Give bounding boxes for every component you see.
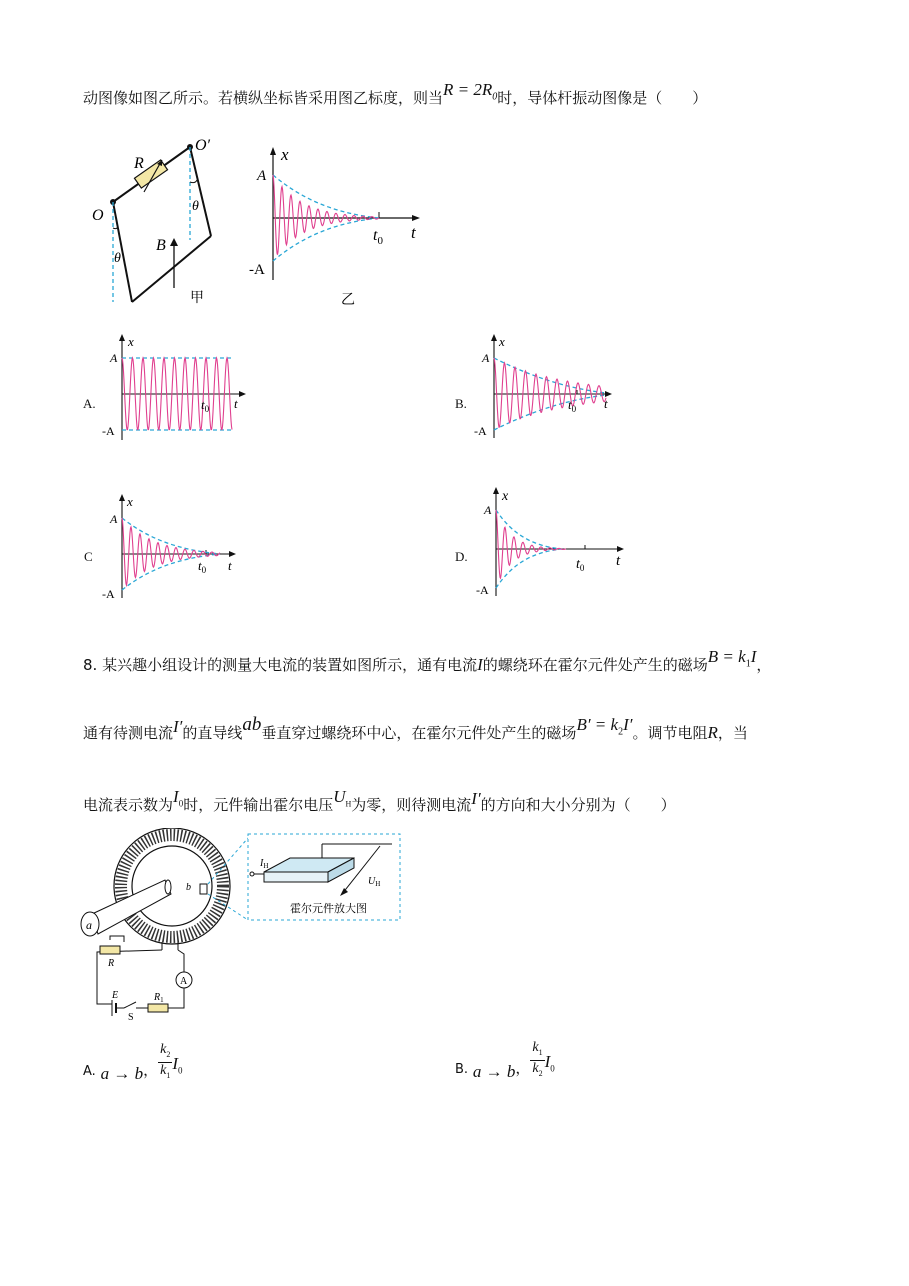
q8-optA-label: A. [83, 1063, 96, 1079]
label-S: S [128, 1012, 134, 1023]
rheostat-R [100, 946, 120, 954]
q7-intro-line [83, 80, 708, 115]
optD-t0-label: $t_0$ [576, 557, 585, 573]
optD-t-label: t [616, 553, 621, 569]
label-theta-left: θ [114, 251, 121, 266]
label-O: O [92, 207, 104, 224]
optB-negA-label: -A [474, 424, 487, 438]
q8-line2-d: 。调节电阻 [632, 724, 708, 742]
q7-intro-end: 时，导体杆振动图像是（ ） [497, 89, 708, 107]
q8-line2-ab: ab [242, 714, 262, 735]
optD-env-bottom [496, 549, 562, 588]
q8-option-B [455, 1040, 555, 1080]
q8-optB-dir: a → b [472, 1061, 516, 1081]
hall-terminal [250, 872, 254, 876]
theta-arc-right [190, 180, 197, 183]
label-IH: $I_H$ [260, 858, 269, 870]
optD-y-arrow [493, 487, 499, 494]
hall-element-small [200, 884, 207, 894]
yi-waveform [273, 175, 379, 255]
optC-negA-label: -A [102, 587, 115, 601]
optB-t0-label: $t_0$ [568, 397, 577, 414]
optD-x-arrow [617, 546, 624, 552]
option-C-chart [100, 492, 250, 607]
label-ammeter: A [180, 976, 188, 987]
optC-env-top [122, 518, 220, 554]
switch-S [124, 1002, 136, 1008]
optA-A-label: A [110, 351, 118, 365]
yi-A-label: A [257, 168, 267, 184]
optA-negA-label: -A [102, 424, 115, 438]
q8-line1-a: 8. 某兴趣小组设计的测量大电流的装置如图所示，通有电流 [83, 656, 478, 674]
q8-line2-e: ，当 [717, 724, 748, 742]
q8-line2 [83, 714, 748, 750]
q8-line3-I: I′ [471, 789, 481, 808]
option-D-chart [470, 484, 630, 604]
optB-y-arrow [491, 334, 497, 341]
optB-env-top [494, 358, 606, 393]
option-D-label: D. [455, 549, 468, 564]
optC-t-label: t [228, 558, 232, 573]
optC-y-arrow [119, 494, 125, 501]
optD-waveform [496, 510, 566, 578]
label-UH: $U_H$ [368, 876, 381, 888]
optD-x-label: x [502, 489, 509, 504]
option-B-chart [470, 332, 620, 447]
label-theta-right: θ [192, 199, 199, 214]
circuit-top-wire [97, 950, 162, 1004]
q8-line3-d: 的方向和大小分别为（ ） [480, 796, 676, 814]
q8-line2-R: R [707, 723, 718, 742]
optB-t-label: t [604, 396, 608, 411]
caption-yi: 乙 [341, 292, 355, 308]
optD-A-label: A [484, 503, 492, 517]
optA-y-arrow [119, 334, 125, 341]
rod-right [190, 147, 211, 236]
q8-line2-formula: $B' = k_2I'$ [576, 715, 633, 738]
optA-x-arrow [239, 391, 246, 397]
yi-x-label: x [281, 145, 289, 164]
q8-optB-comma: ， [515, 1058, 531, 1077]
q8-optA-dir: a → b [100, 1063, 144, 1083]
label-a: a [86, 918, 92, 932]
q8-line3-a: 电流表示数为 [83, 796, 174, 814]
B-arrow-head [170, 238, 178, 246]
q8-optB-label: B. [455, 1061, 469, 1077]
q8-line3-c: 为零，则待测电流 [351, 796, 472, 814]
optC-A-label: A [110, 512, 118, 526]
q8-figure [72, 828, 412, 1024]
optA-t0-label: $t_0$ [201, 397, 210, 414]
resistor-R1 [148, 1004, 168, 1012]
label-B: B [156, 237, 166, 254]
q8-option-A [83, 1042, 182, 1082]
q8-line2-b: 的直导线 [182, 724, 243, 742]
q8-optA-comma: ， [143, 1060, 159, 1079]
label-E: E [112, 990, 119, 1001]
q8-line2-a: 通有待测电流 [83, 724, 174, 742]
label-R: R [134, 155, 144, 172]
q8-line1 [83, 647, 772, 682]
q7-formula [443, 80, 498, 103]
figure-jia [80, 130, 240, 310]
optB-x-label: x [499, 334, 505, 349]
yi-x-arrow [412, 215, 420, 221]
caption-jia: 甲 [190, 290, 204, 306]
label-Oprime: O′ [195, 137, 211, 154]
hall-caption: 霍尔元件放大图 [290, 902, 367, 915]
q7-formula-sub: 0 [492, 91, 498, 103]
optB-waveform [494, 358, 606, 427]
q7-intro-text: 动图像如图乙所示。若横纵坐标皆采用图乙标度，则当 [83, 89, 444, 107]
option-C-label: C [84, 549, 93, 564]
wire-end-b [165, 880, 171, 894]
q8-line3 [83, 787, 676, 822]
label-b: b [186, 882, 191, 893]
q7-formula-main: R = 2R [443, 80, 493, 99]
optB-A-label: A [482, 351, 490, 365]
q8-line1-I: I [477, 655, 483, 674]
q8-optA-I0: $I_0$ [172, 1053, 183, 1076]
option-A-label: A. [83, 396, 96, 411]
option-A-chart [100, 332, 250, 447]
hall-plate-front [264, 872, 328, 882]
figure-yi [245, 140, 430, 310]
optD-negA-label: -A [476, 583, 489, 597]
q8-optB-I0: $I_0$ [544, 1051, 555, 1074]
q8-line3-b: 时，元件输出霍尔电压 [183, 796, 334, 814]
q8-line1-formula: $B = k_1I$ [707, 647, 757, 670]
yi-t0-label: $t_0$ [373, 227, 383, 247]
optA-x-label: x [128, 334, 134, 349]
option-B-label: B. [455, 396, 467, 411]
rheostat-slider [110, 936, 124, 942]
optC-x-label: x [127, 494, 133, 509]
optC-x-arrow [229, 551, 236, 557]
q8-line1-b: 的螺绕环在霍尔元件处产生的磁场 [482, 656, 708, 674]
yi-t-label: t [411, 223, 416, 242]
optA-t-label: t [234, 396, 238, 411]
q8-line2-c: 垂直穿过螺绕环中心，在霍尔元件处产生的磁场 [261, 724, 577, 742]
q8-optB-fraction: $\frac{k_1}{k_2}$ [532, 1040, 543, 1078]
q8-line1-c: ， [756, 656, 772, 674]
label-R: R [108, 958, 115, 969]
label-R1: $R_1$ [154, 992, 164, 1004]
q8-line3-UH: $U_H$ [333, 787, 352, 809]
q8-optA-fraction: $\frac{k_2}{k_1}$ [160, 1042, 171, 1080]
q8-line3-I0: $I_0$ [173, 787, 184, 809]
yi-negA-label: -A [249, 262, 265, 278]
yi-y-arrow [270, 147, 276, 155]
q8-line2-I: I′ [173, 717, 183, 736]
optC-t0-label: $t_0$ [198, 558, 207, 575]
